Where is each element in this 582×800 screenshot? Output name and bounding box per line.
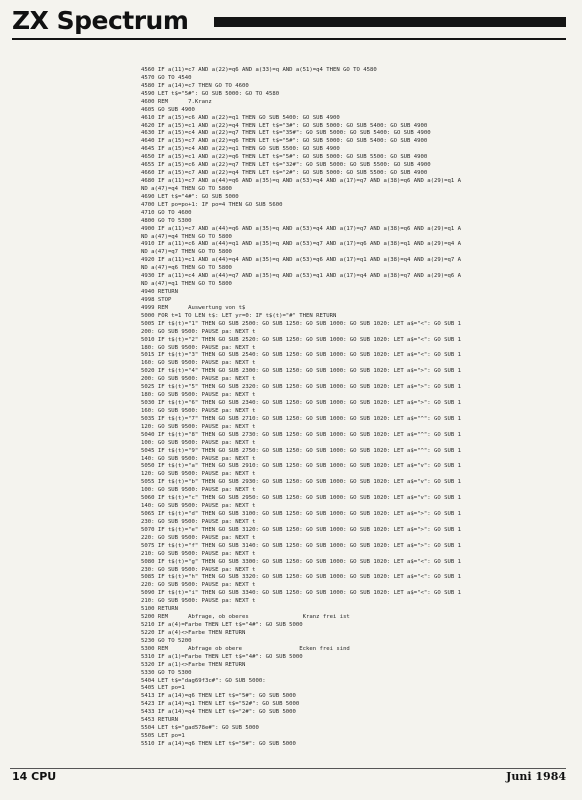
code-line: 100: GO SUB 9500: PAUSE pa: NEXT t [141, 487, 256, 494]
code-line: 5230 GO TO 5200 [141, 637, 192, 644]
code-line: 5220 IF a(4)<>Farbe THEN RETURN [141, 629, 246, 636]
code-line: 4650 IF a(15)=c1 AND a(22)=q6 THEN LET t$="5#": GO SUB 5000: GO SUB 5500: GO SUB 4900 [141, 154, 428, 161]
code-line: 200: GO SUB 9500: PAUSE pa: NEXT t [141, 376, 256, 383]
magazine-section-title: ZX Spectrum [12, 6, 189, 35]
code-line: 5505 LET po=1 [141, 733, 185, 740]
code-line: 5404 LET t$="dag69f3c#": GO SUB 5000: [141, 677, 266, 684]
code-line: 4710 GO TO 4600 [141, 209, 192, 216]
code-line: 5075 IF t$(t)="f" THEN GO SUB 3140: GO SUB 1250: GO SUB 1000: GO SUB 1020: LET a$=">": GO SUB 1 [141, 542, 461, 549]
code-line: 4655 IF a(15)=c6 AND a(22)=q7 THEN LET t$="32#": GO SUB 5000: GO SUB 5500: GO SUB 4900 [141, 162, 431, 169]
code-line: 5000 FOR t=1 TO LEN t$: LET yr=0: IF t$(t)="#" THEN RETURN [141, 312, 337, 319]
code-line: 4610 IF a(15)=c6 AND a(22)=q1 THEN GO SUB 5400: GO SUB 4900 [141, 114, 340, 121]
code-line: 4800 GO TO 5300 [141, 217, 192, 224]
code-line: 5200 REM Abfrage, ob oberes Kranz frei ist [141, 614, 350, 621]
code-line: 230: GO SUB 9500: PAUSE pa: NEXT t [141, 566, 256, 573]
code-line: 5015 IF t$(t)="3" THEN GO SUB 2540: GO SUB 1250: GO SUB 1000: GO SUB 1020: LET a$="<": GO SUB 1 [141, 352, 461, 359]
code-line: 100: GO SUB 9500: PAUSE pa: NEXT t [141, 439, 256, 446]
code-line: 5405 LET po=1 [141, 685, 185, 692]
code-line: 5070 IF t$(t)="e" THEN GO SUB 3120: GO SUB 1250: GO SUB 1000: GO SUB 1020: LET a$=">": GO SUB 1 [141, 526, 461, 533]
code-line: 4998 STOP [141, 296, 172, 303]
code-line: 5055 IF t$(t)="b" THEN GO SUB 2930: GO SUB 1250: GO SUB 1000: GO SUB 1020: LET a$="v": GO SUB 1 [141, 479, 461, 486]
issue-date: Juni 1984 [506, 770, 566, 783]
code-line: 5433 IF a(14)=q4 THEN LET t$="2#": GO SUB 5000 [141, 709, 296, 716]
code-line: 120: GO SUB 9500: PAUSE pa: NEXT t [141, 423, 256, 430]
code-line: 5030 IF t$(t)="6" THEN GO SUB 2340: GO SUB 1250: GO SUB 1000: GO SUB 1020: LET a$=">": GO SUB 1 [141, 400, 461, 407]
code-line: 5504 LET t$="gad578e#": GO SUB 5000 [141, 725, 259, 732]
code-line: 5300 REM Abfrage ob obere Ecken frei sind [141, 645, 350, 652]
code-line: 140: GO SUB 9500: PAUSE pa: NEXT t [141, 503, 256, 510]
code-line: 4910 IF a(11)=c6 AND a(44)=q1 AND a(35)=q AND a(53)=q7 AND a(17)=q6 AND a(38)=q1 AND a(29)=q4 A [141, 241, 461, 248]
code-line: 4700 LET po=po+1: IF po=4 THEN GO SUB 5600 [141, 201, 283, 208]
code-line: 160: GO SUB 9500: PAUSE pa: NEXT t [141, 360, 256, 367]
code-line: 5010 IF t$(t)="2" THEN GO SUB 2520: GO SUB 1250: GO SUB 1000: GO SUB 1020: LET a$="<": GO SUB 1 [141, 336, 461, 343]
code-line: 5210 IF a(4)=Farbe THEN LET t$="4#": GO SUB 5000 [141, 622, 303, 629]
code-line: 220: GO SUB 9500: PAUSE pa: NEXT t [141, 534, 256, 541]
footer-rule [10, 768, 566, 769]
code-line: 5020 IF t$(t)="4" THEN GO SUB 2300: GO SUB 1250: GO SUB 1000: GO SUB 1020: LET a$=">": GO SUB 1 [141, 368, 461, 375]
code-line: 4560 IF a(11)=c7 AND a(22)=q6 AND a(33)=q AND a(51)=q4 THEN GO TO 4580 [141, 67, 377, 73]
code-line: 4999 REM Auswertung von t$ [141, 304, 246, 311]
code-line: 4660 IF a(15)=c7 AND a(22)=q4 THEN LET t$="2#": GO SUB 5000: GO SUB 5500: GO SUB 4900 [141, 170, 428, 177]
code-line: 4690 LET t$="4#": GO SUB 5000 [141, 193, 239, 200]
code-line: 4640 IF a(15)=c7 AND a(22)=q6 THEN LET t$="5#": GO SUB 5000: GO SUB 5400: GO SUB 4900 [141, 138, 428, 145]
code-line: 5035 IF t$(t)="7" THEN GO SUB 2710: GO SUB 1250: GO SUB 1000: GO SUB 1020: LET a$="^": GO SUB 1 [141, 415, 461, 422]
page-number-magazine: 14 CPU [12, 770, 57, 783]
code-line: 4580 IF a(14)=c7 THEN GO TO 4600 [141, 82, 249, 89]
code-line: 210: GO SUB 9500: PAUSE pa: NEXT t [141, 598, 256, 605]
code-line: 5080 IF t$(t)="g" THEN GO SUB 3300: GO SUB 1250: GO SUB 1000: GO SUB 1020: LET a$="<": GO SUB 1 [141, 558, 461, 565]
code-line: ND a(47)=q6 THEN GO TO 5800 [141, 265, 232, 272]
code-line: 140: GO SUB 9500: PAUSE pa: NEXT t [141, 455, 256, 462]
code-line: 4570 GO TO 4540 [141, 74, 192, 81]
code-line: 4590 LET t$="5#": GO SUB 5000: GO TO 4580 [141, 90, 280, 97]
code-line: 5413 IF a(14)=q6 THEN LET t$="5#": GO SUB 5000 [141, 693, 296, 700]
code-line: 4605 GO SUB 4900 [141, 106, 195, 113]
code-line: ND a(47)=q7 THEN GO TO 5800 [141, 249, 232, 256]
code-line: 160: GO SUB 9500: PAUSE pa: NEXT t [141, 407, 256, 414]
code-line: 5100 RETURN [141, 606, 179, 613]
code-line: 4645 IF a(15)=c4 AND a(22)=q1 THEN GO SUB 5500: GO SUB 4900 [141, 146, 340, 153]
code-line: 5060 IF t$(t)="c" THEN GO SUB 2950: GO SUB 1250: GO SUB 1000: GO SUB 1020: LET a$="v": GO SUB 1 [141, 495, 461, 502]
code-line: 5040 IF t$(t)="8" THEN GO SUB 2730: GO SUB 1250: GO SUB 1000: GO SUB 1020: LET a$="^": GO SUB 1 [141, 431, 461, 438]
code-line: 5090 IF t$(t)="i" THEN GO SUB 3340: GO SUB 1250: GO SUB 1000: GO SUB 1020: LET a$="<": GO SUB 1 [141, 590, 461, 597]
code-line: 5453 RETURN [141, 717, 179, 724]
code-line: 4930 IF a(11)=c4 AND a(44)=q7 AND a(35)=q AND a(53)=q1 AND a(17)=q4 AND a(38)=q7 AND a(29)=q6 A [141, 273, 461, 280]
code-line: 230: GO SUB 9500: PAUSE pa: NEXT t [141, 518, 256, 525]
code-line: 4620 IF a(15)=c1 AND a(22)=q4 THEN LET t$="3#": GO SUB 5000: GO SUB 5400: GO SUB 4900 [141, 122, 428, 129]
code-line: 5423 IF a(14)=q1 THEN LET t$="52#": GO SUB 5000 [141, 701, 300, 708]
code-line: 4920 IF a(11)=c1 AND a(44)=q4 AND a(35)=q AND a(53)=q6 AND a(17)=q1 AND a(38)=q4 AND a(29)=q7 A [141, 257, 461, 264]
code-line: 210: GO SUB 9500: PAUSE pa: NEXT t [141, 550, 256, 557]
code-line: 5005 IF t$(t)="1" THEN GO SUB 2500: GO SUB 1250: GO SUB 1000: GO SUB 1020: LET a$="<": GO SUB 1 [141, 320, 461, 327]
code-line: ND a(47)=q1 THEN GO TO 5800 [141, 281, 232, 288]
code-line: 5050 IF t$(t)="a" THEN GO SUB 2910: GO SUB 1250: GO SUB 1000: GO SUB 1020: LET a$="v": GO SUB 1 [141, 463, 461, 470]
code-line: 220: GO SUB 9500: PAUSE pa: NEXT t [141, 582, 256, 589]
code-line: 4900 IF a(11)=c7 AND a(44)=q6 AND a(35)=q AND a(53)=q4 AND a(17)=q7 AND a(38)=q6 AND a(29)=q1 A [141, 225, 461, 232]
code-line: 5045 IF t$(t)="9" THEN GO SUB 2750: GO SUB 1250: GO SUB 1000: GO SUB 1020: LET a$="^": GO SUB 1 [141, 447, 461, 454]
code-line: 120: GO SUB 9500: PAUSE pa: NEXT t [141, 471, 256, 478]
code-line: 5085 IF t$(t)="h" THEN GO SUB 3320: GO SUB 1250: GO SUB 1000: GO SUB 1020: LET a$="<": GO SUB 1 [141, 574, 461, 581]
code-line: 5510 IF a(14)=q6 THEN LET t$="5#": GO SUB 5000 [141, 741, 296, 747]
code-line: 180: GO SUB 9500: PAUSE pa: NEXT t [141, 344, 256, 351]
code-line: 5320 IF a(1)<>Farbe THEN RETURN [141, 661, 246, 668]
code-line: ND a(47)=q4 THEN GO TO 5800 [141, 233, 232, 240]
code-line: 4680 IF a(11)=c7 AND a(44)=q6 AND a(35)=q AND a(53)=q4 AND a(17)=q7 AND a(38)=q6 AND a(29)=q1 A [141, 178, 461, 184]
code-line: 5310 IF a(1)=Farbe THEN LET t$="4#": GO SUB 5000 [141, 653, 303, 660]
code-line: ND a(47)=q4 THEN GO TO 5800 [141, 185, 232, 192]
code-line: 4940 RETURN [141, 289, 179, 296]
code-line: 5025 IF t$(t)="5" THEN GO SUB 2320: GO SUB 1250: GO SUB 1000: GO SUB 1020: LET a$=">": GO SUB 1 [141, 384, 461, 391]
code-line: 4630 IF a(15)=c4 AND a(22)=q7 THEN LET t$="35#": GO SUB 5000: GO SUB 5400: GO SUB 4900 [141, 130, 431, 137]
code-line: 180: GO SUB 9500: PAUSE pa: NEXT t [141, 392, 256, 399]
code-line: 5065 IF t$(t)="d" THEN GO SUB 3100: GO SUB 1250: GO SUB 1000: GO SUB 1020: LET a$=">": GO SUB 1 [141, 511, 461, 518]
code-line: 4600 REM 7.Kranz [141, 98, 212, 105]
code-line: 5330 GO TO 5300 [141, 669, 192, 676]
code-line: 200: GO SUB 9500: PAUSE pa: NEXT t [141, 328, 256, 335]
